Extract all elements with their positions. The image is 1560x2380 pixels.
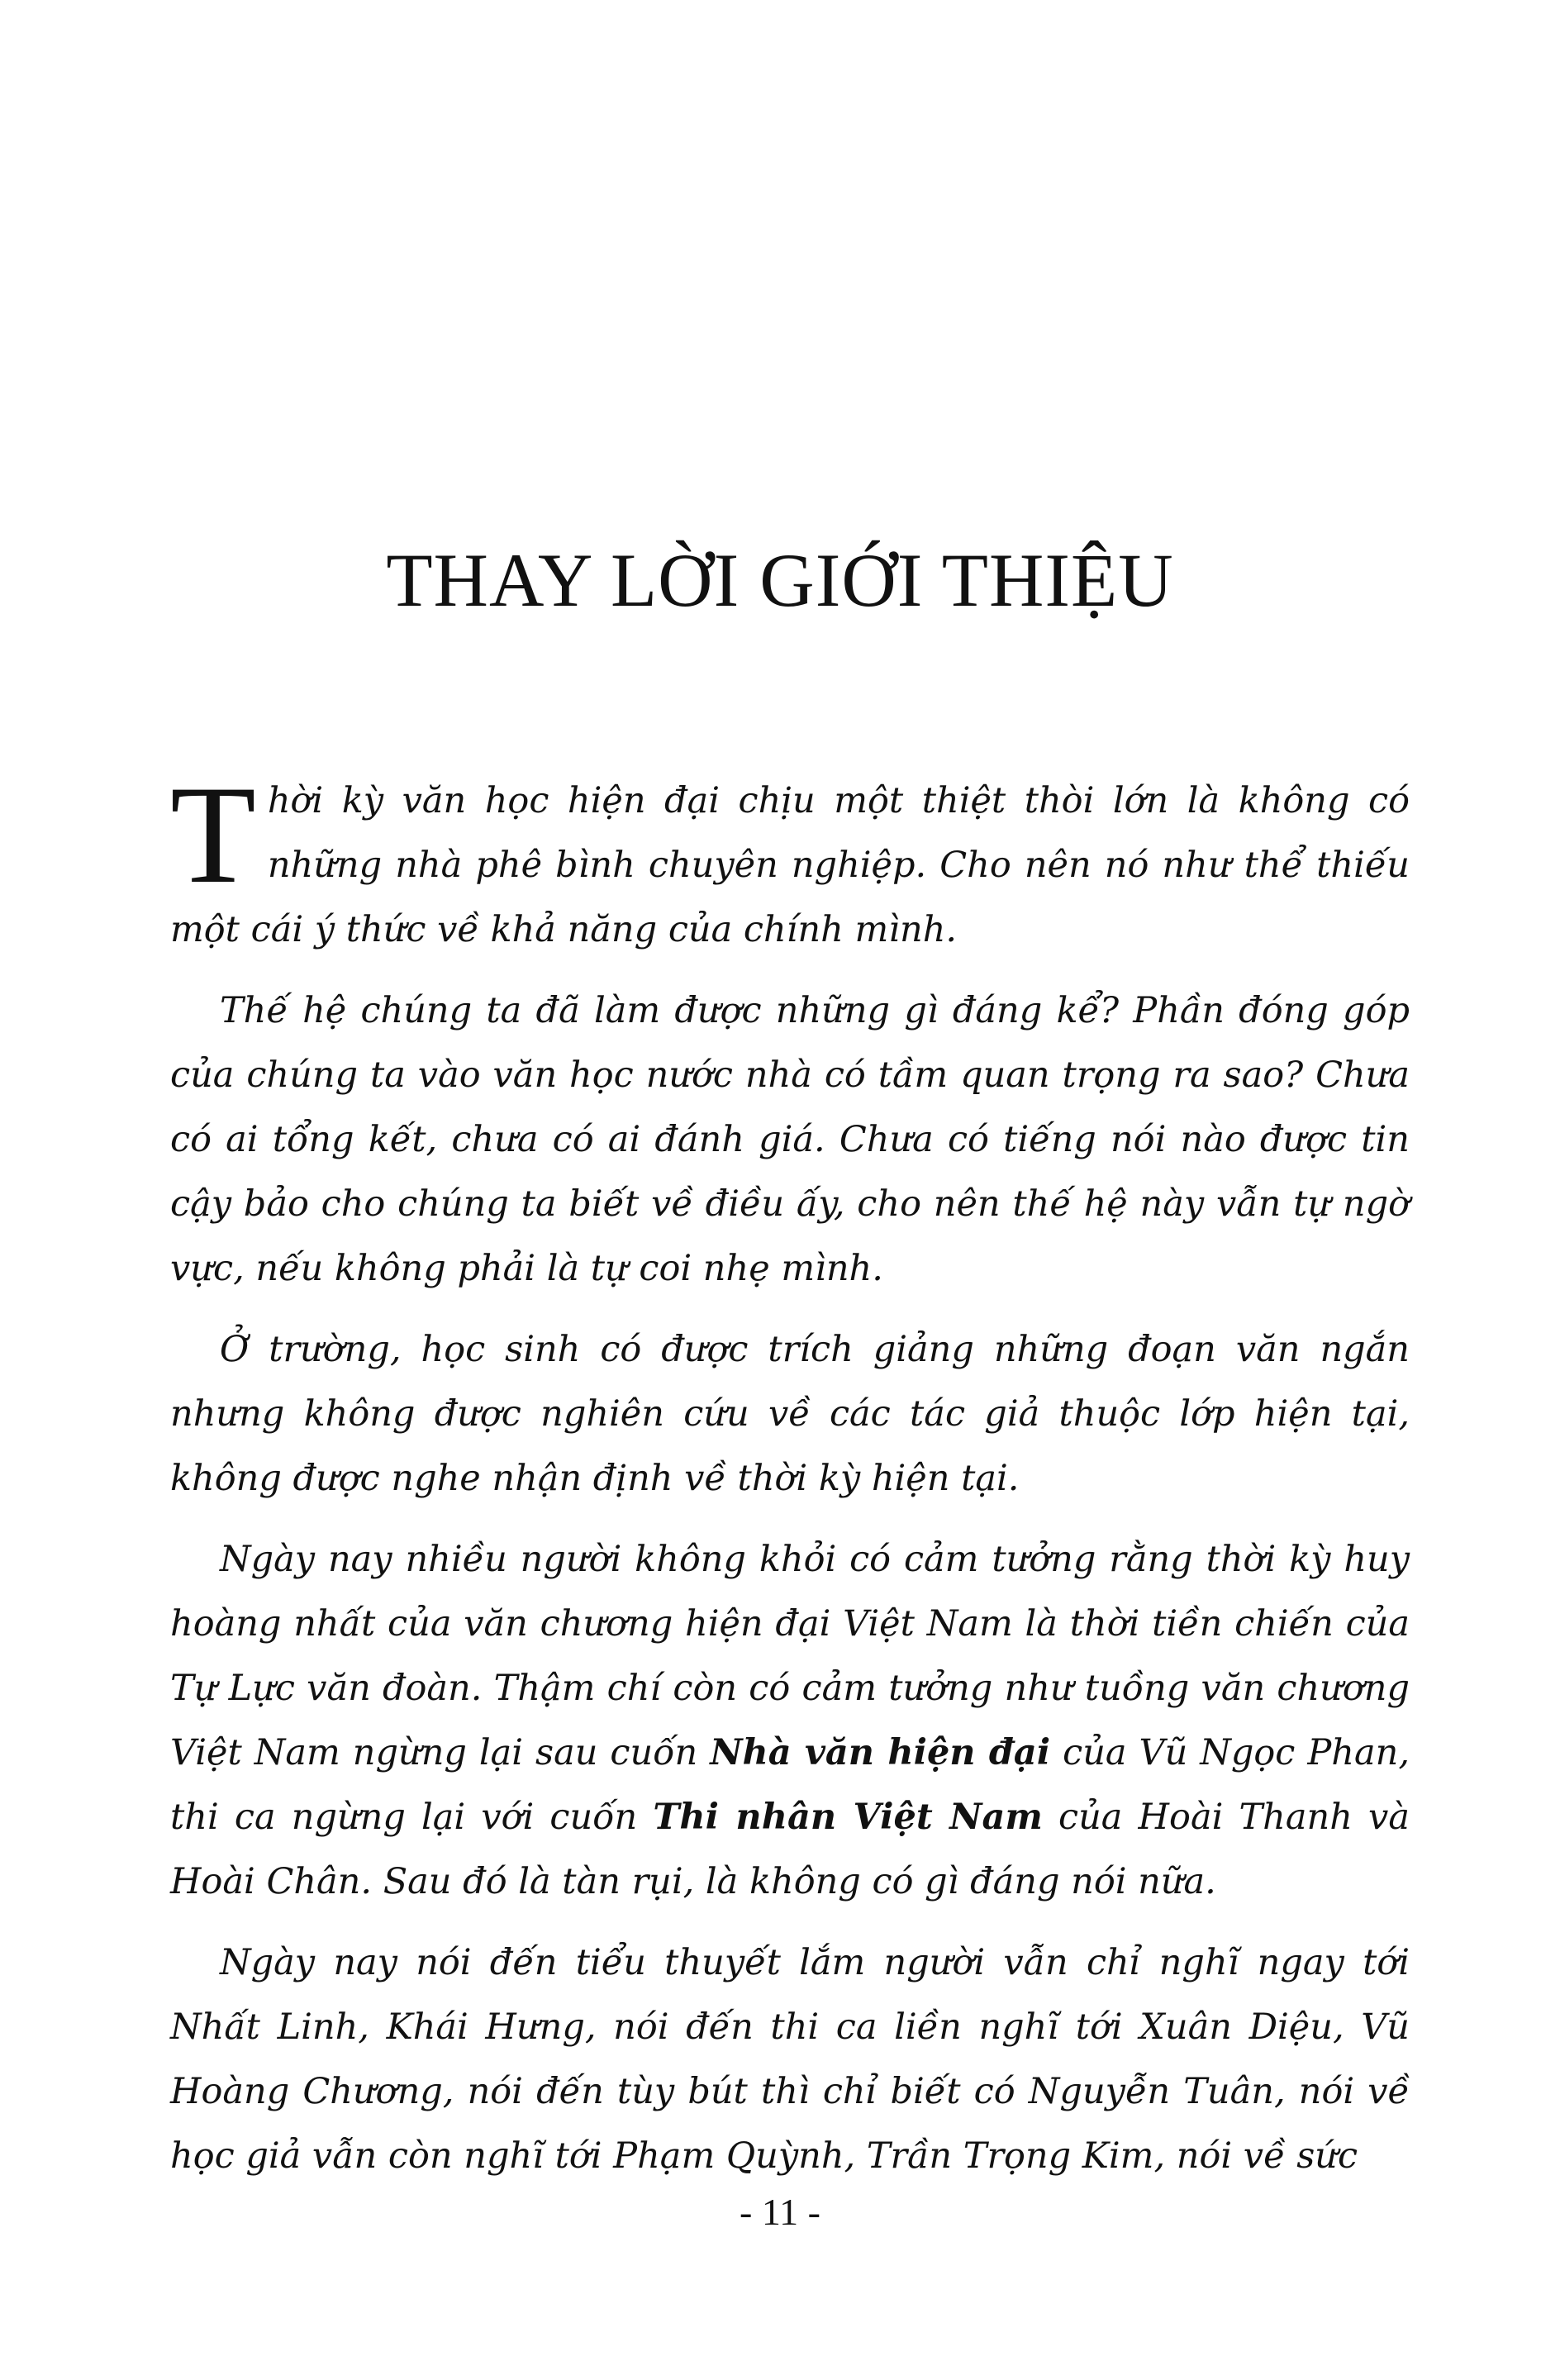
drop-cap: T [170,757,256,912]
book-title-nha-van-hien-dai: Nhà văn hiện đại [710,1732,1051,1773]
book-title-thi-nhan-viet-nam: Thi nhân Việt Nam [653,1797,1043,1838]
paragraph-4-text-c: của Hoài Thanh và Hoài Chân. Sau đó là tàn rụi, là không có gì đáng nói nữa. [170,1797,1410,1902]
page-title: THAY LỜI GIỚI THIỆU [386,537,1174,622]
paragraph-4-text-a: Ngày nay nhiều người không khỏi có cảm tưởng rằng thời kỳ huy hoàng nhất của văn chương hiện đại Việt Nam là thời tiền chiến của Tự Lực văn đoàn. Thậm chí còn có cảm tưởng như tuồng văn chương Việt Nam ngừng lại sau cuốn [170,1539,1410,1773]
paragraph-1 [170,757,1410,962]
paragraph-4-text-b: của Vũ Ngọc Phan, thi ca ngừng lại với cuốn [170,1732,1410,1838]
page-number: - 11 - [740,2191,820,2233]
paragraph-2: Thế hệ chúng ta đã làm được những gì đáng kể? Phần đóng góp của chúng ta vào văn học nước nhà có tầm quan trọng ra sao? Chưa có ai tổng kết, chưa có ai đánh giá. Chưa có tiếng nói nào được tin cậy bảo cho chúng ta biết về điều ấy, cho nên thế hệ này vẫn tự ngờ vực, nếu không phải là tự coi nhẹ mình. [170,990,1410,1289]
body-text [170,757,1410,2205]
paragraph-4 [170,1527,1410,1914]
paragraph-5: Ngày nay nói đến tiểu thuyết lắm người vẫn chỉ nghĩ ngay tới Nhất Linh, Khái Hưng, nói đến thi ca liền nghĩ tới Xuân Diệu, Vũ Hoàng Chương, nói đến tùy bút thì chỉ biết có Nguyễn Tuân, nói về học giả vẫn còn nghĩ tới Phạm Quỳnh, Trần Trọng Kim, nói về sức [170,1942,1410,2177]
paragraph-1-text: hời kỳ văn học hiện đại chịu một thiệt thòi lớn là không có những nhà phê bình chuyên nghiệp. Cho nên nó như thể thiếu một cái ý thức về khả năng của chính mình. [170,780,1410,950]
paragraph-3: Ở trường, học sinh có được trích giảng những đoạn văn ngắn nhưng không được nghiên cứu về các tác giả thuộc lớp hiện tại, không được nghe nhận định về thời kỳ hiện tại. [170,1329,1410,1499]
